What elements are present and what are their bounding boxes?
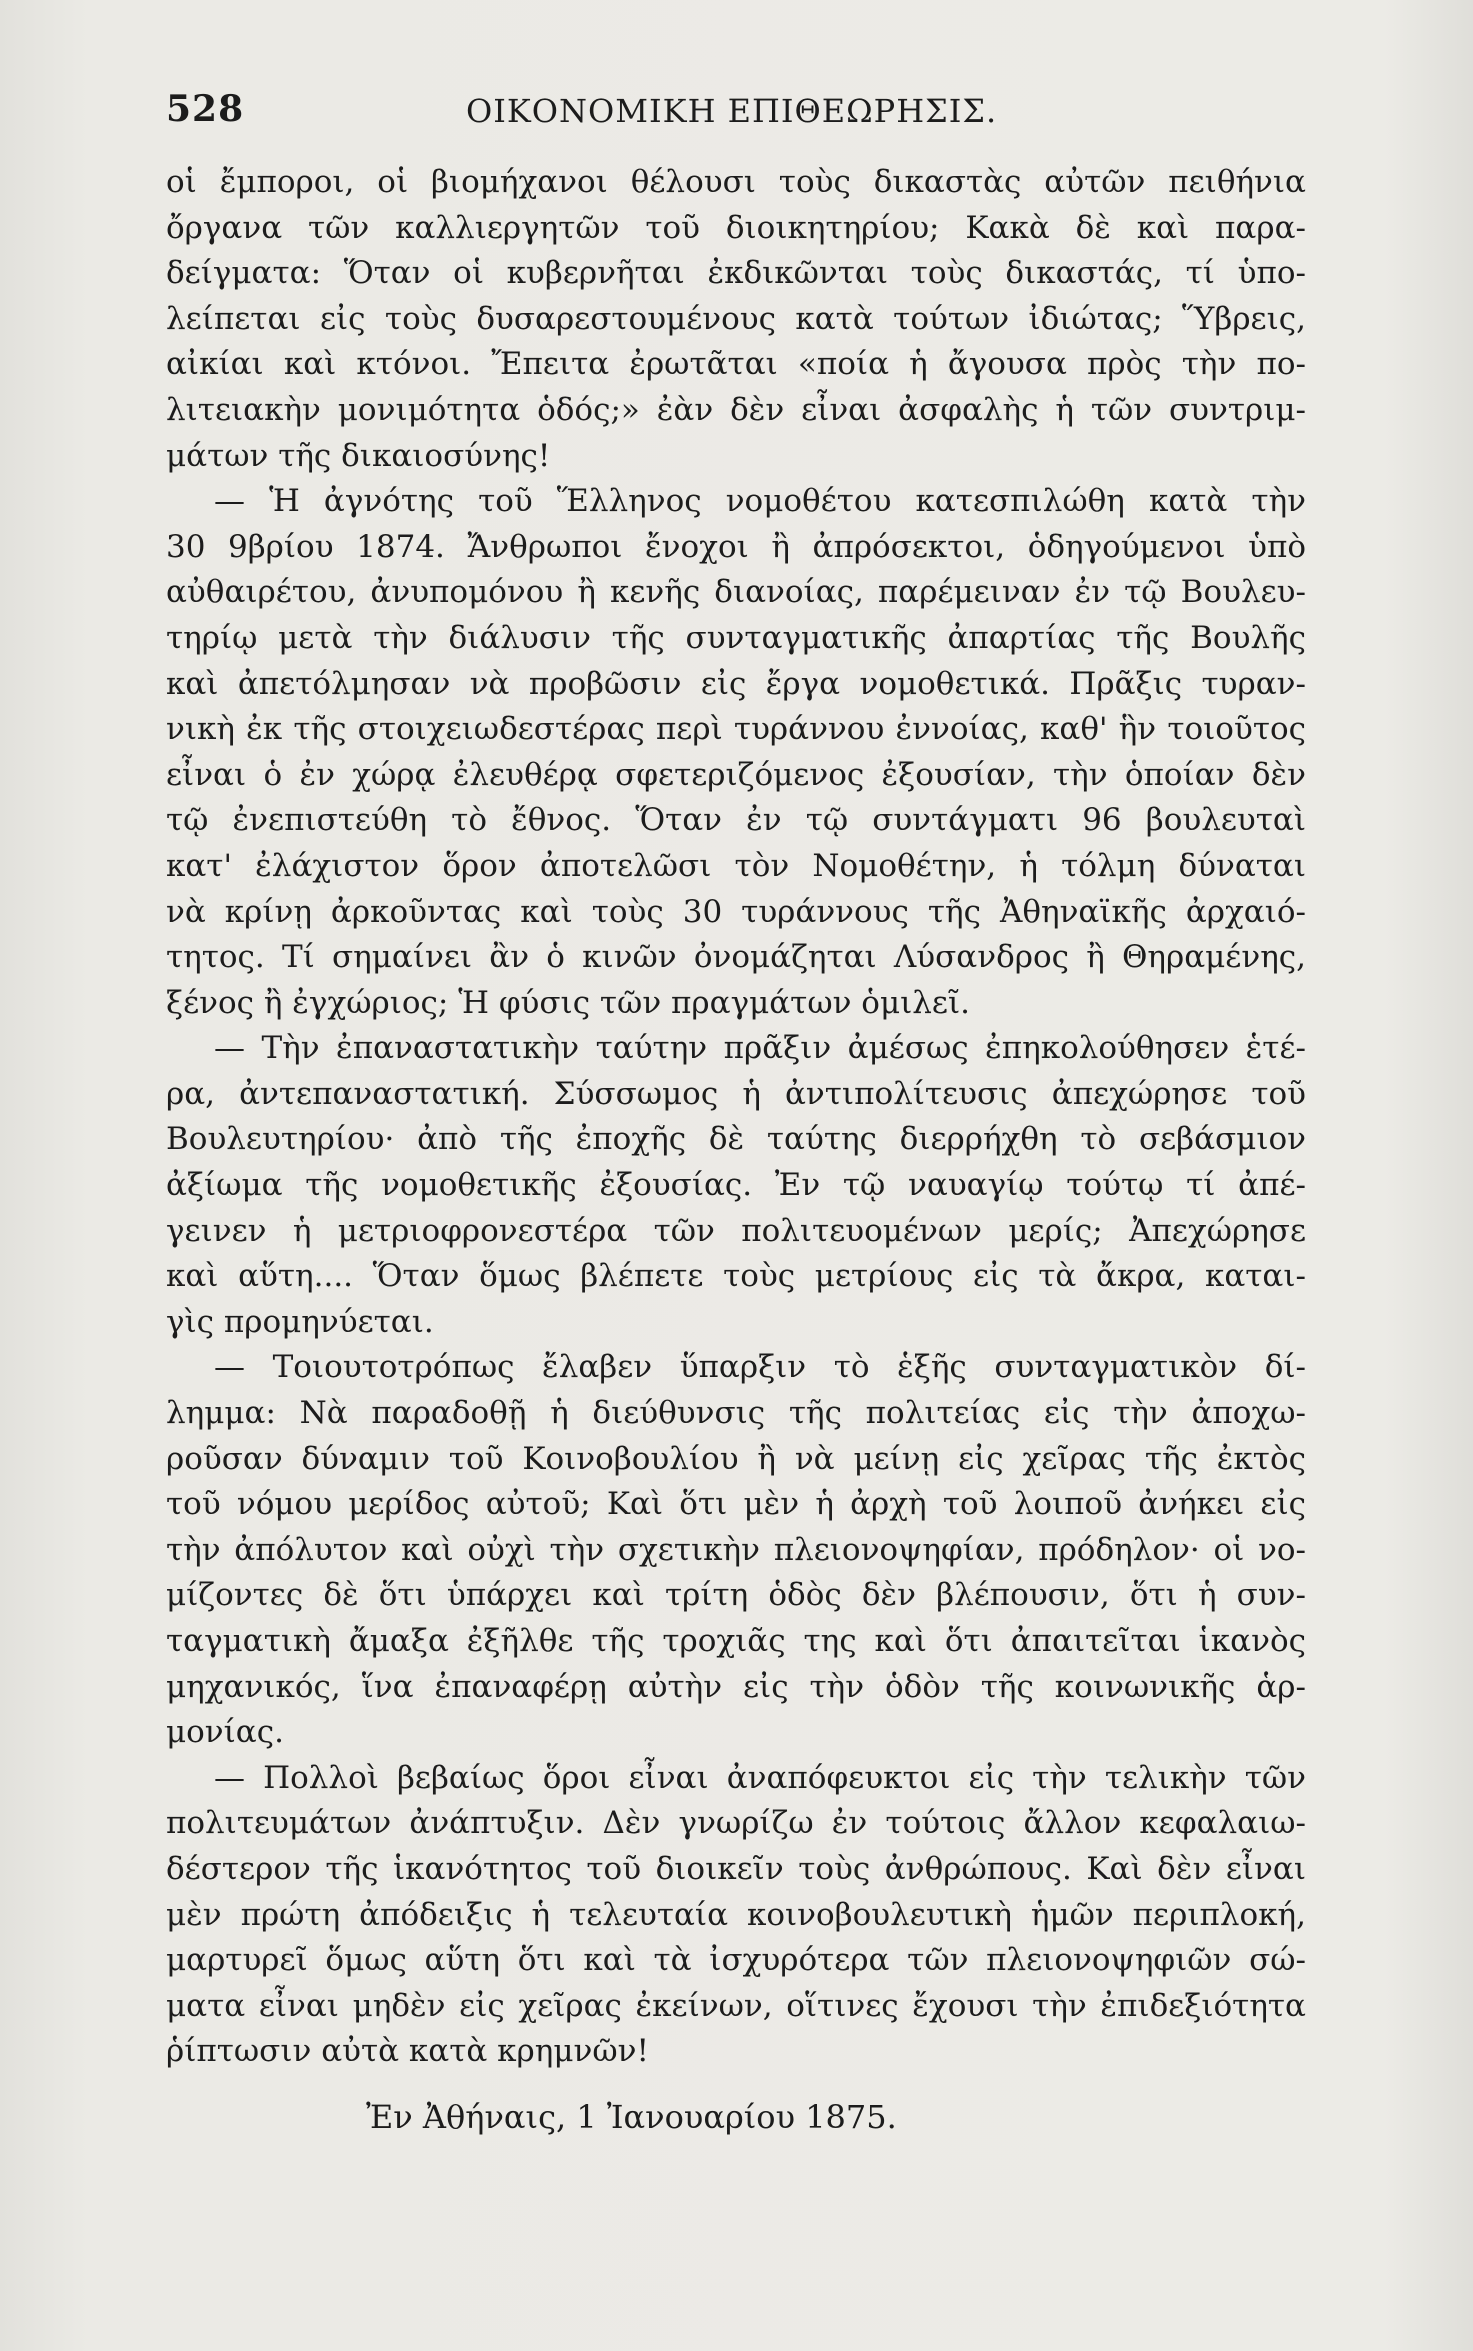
text-line: ὄργανα τῶν καλλιεργητῶν τοῦ διοικητηρίου; Κακὰ δὲ καὶ παρα- bbox=[166, 209, 1306, 246]
paragraph-start: — Ἡ ἀγνότης τοῦ Ἕλληνος νομοθέτου κατεσπιλώθη κατὰ τὴν bbox=[214, 483, 1306, 520]
text-line: ματα εἶναι μηδὲν εἰς χεῖρας ἐκείνων, οἵτινες ἔχουσι τὴν ἐπιδεξιότητα bbox=[166, 1987, 1306, 2024]
text-line: λείπεται εἰς τοὺς δυσαρεστουμένους κατὰ τούτων ἰδιώτας; Ὕβρεις, bbox=[166, 300, 1306, 337]
text-line: τὴν ἀπόλυτον καὶ οὐχὶ τὴν σχετικὴν πλειονοψηφίαν, πρόδηλον· οἱ νο- bbox=[166, 1531, 1306, 1568]
text-line: γεινεν ἡ μετριοφρονεστέρα τῶν πολιτευομένων μερίς; Ἀπεχώρησε bbox=[166, 1212, 1306, 1249]
text-line: ταγματικὴ ἄμαξα ἐξῆλθε τῆς τροχιᾶς της καὶ ὅτι ἀπαιτεῖται ἱκανὸς bbox=[166, 1623, 1306, 1659]
dateline: Ἐν Ἀθήναις, 1 Ἰανουαρίου 1875. bbox=[366, 2097, 897, 2136]
text-line: νικὴ ἐκ τῆς στοιχειωδεστέρας περὶ τυράννου ἐννοίας, καθ' ἣν τοιοῦτος bbox=[166, 711, 1306, 748]
body-text bbox=[166, 160, 1306, 2141]
text-line: δείγματα: Ὅταν οἱ κυβερνῆται ἐκδικῶνται τοὺς δικαστάς, τί ὑπο- bbox=[166, 255, 1306, 292]
text-line: λιτειακὴν μονιμότητα ὁδός;» ἐὰν δὲν εἶναι ἀσφαλὴς ἡ τῶν συντριμ- bbox=[166, 391, 1306, 428]
text-line: ἀξίωμα τῆς νομοθετικῆς ἐξουσίας. Ἐν τῷ ναυαγίῳ τούτῳ τί ἀπέ- bbox=[166, 1167, 1306, 1204]
text-line: εἶναι ὁ ἐν χώρᾳ ἐλευθέρᾳ σφετεριζόμενος ἐξουσίαν, τὴν ὁποίαν δὲν bbox=[166, 756, 1306, 793]
text-line: τῷ ἐνεπιστεύθη τὸ ἔθνος. Ὅταν ἐν τῷ συντάγματι 96 βουλευταὶ bbox=[166, 802, 1306, 839]
text-line: μάτων τῆς δικαιοσύνης! bbox=[166, 437, 551, 474]
text-line: ξένος ἢ ἐγχώριος; Ἡ φύσις τῶν πραγμάτων ὁμιλεῖ. bbox=[166, 984, 970, 1021]
paragraph-start: — Τὴν ἐπαναστατικὴν ταύτην πρᾶξιν ἀμέσως ἐπηκολούθησεν ἑτέ- bbox=[214, 1030, 1306, 1067]
text-line: αὐθαιρέτου, ἀνυπομόνου ἢ κενῆς διανοίας, παρέμειναν ἐν τῷ Βουλευ- bbox=[166, 574, 1306, 611]
text-line: λημμα: Νὰ παραδοθῇ ἡ διεύθυνσις τῆς πολιτείας εἰς τὴν ἀποχω- bbox=[166, 1395, 1306, 1432]
running-title: ΟΙΚΟΝΟΜΙΚΗ ΕΠΙΘΕΩΡΗΣΙΣ. bbox=[466, 92, 998, 130]
text-line: νὰ κρίνῃ ἀρκοῦντας καὶ τοὺς 30 τυράννους τῆς Ἀθηναϊκῆς ἀρχαιό- bbox=[166, 893, 1306, 930]
text-line: ῥίπτωσιν αὐτὰ κατὰ κρημνῶν! bbox=[166, 2033, 649, 2070]
text-line: κατ' ἐλάχιστον ὅρον ἀποτελῶσι τὸν Νομοθέτην, ἡ τόλμη δύναται bbox=[166, 847, 1306, 884]
page-header bbox=[166, 88, 1366, 138]
text-line: τοῦ νόμου μερίδος αὐτοῦ; Καὶ ὅτι μὲν ἡ ἀρχὴ τοῦ λοιποῦ ἀνήκει εἰς bbox=[166, 1486, 1306, 1523]
text-line: ρα, ἀντεπαναστατική. Σύσσωμος ἡ ἀντιπολίτευσις ἀπεχώρησε τοῦ bbox=[166, 1075, 1306, 1112]
text-line: οἱ ἔμποροι, οἱ βιομήχανοι θέλουσι τοὺς δικαστὰς αὐτῶν πειθήνια bbox=[166, 164, 1306, 200]
text-line: ροῦσαν δύναμιν τοῦ Κοινοβουλίου ἢ νὰ μείνῃ εἰς χεῖρας τῆς ἐκτὸς bbox=[166, 1440, 1306, 1477]
text-line: μὲν πρώτη ἀπόδειξις ἡ τελευταία κοινοβουλευτικὴ ἡμῶν περιπλοκή, bbox=[166, 1896, 1306, 1933]
text-line: αἰκίαι καὶ κτόνοι. Ἔπειτα ἐρωτᾶται «ποία ἡ ἄγουσα πρὸς τὴν πο- bbox=[166, 346, 1306, 383]
text-line: μηχανικός, ἵνα ἐπαναφέρῃ αὐτὴν εἰς τὴν ὁδὸν τῆς κοινωνικῆς ἁρ- bbox=[166, 1668, 1306, 1705]
text-line: μονίας. bbox=[166, 1714, 284, 1751]
text-line: πολιτευμάτων ἀνάπτυξιν. Δὲν γνωρίζω ἐν τούτοις ἄλλον κεφαλαιω- bbox=[166, 1805, 1306, 1842]
page-number: 528 bbox=[166, 88, 245, 130]
text-line: καὶ ἀπετόλμησαν νὰ προβῶσιν εἰς ἔργα νομοθετικά. Πρᾶξις τυραν- bbox=[166, 665, 1306, 702]
text-line: γὶς προμηνύεται. bbox=[166, 1303, 434, 1340]
text-line: δέστερον τῆς ἱκανότητος τοῦ διοικεῖν τοὺς ἀνθρώπους. Καὶ δὲν εἶναι bbox=[166, 1850, 1306, 1887]
text-line: καὶ αὕτη.... Ὅταν ὅμως βλέπετε τοὺς μετρίους εἰς τὰ ἄκρα, καται- bbox=[166, 1258, 1306, 1295]
text-line: 30 9βρίου 1874. Ἄνθρωποι ἔνοχοι ἢ ἀπρόσεκτοι, ὁδηγούμενοι ὑπὸ bbox=[166, 528, 1306, 565]
paragraph-start: — Τοιουτοτρόπως ἔλαβεν ὕπαρξιν τὸ ἑξῆς συνταγματικὸν δί- bbox=[214, 1349, 1306, 1386]
text-line: τηρίῳ μετὰ τὴν διάλυσιν τῆς συνταγματικῆς ἀπαρτίας τῆς Βουλῆς bbox=[166, 619, 1306, 656]
text-line: μαρτυρεῖ ὅμως αὕτη ὅτι καὶ τὰ ἰσχυρότερα τῶν πλειονοψηφιῶν σώ- bbox=[166, 1942, 1306, 1979]
paragraph-start: — Πολλοὶ βεβαίως ὅροι εἶναι ἀναπόφευκτοι εἰς τὴν τελικὴν τῶν bbox=[214, 1759, 1306, 1796]
text-line: μίζοντες δὲ ὅτι ὑπάρχει καὶ τρίτη ὁδὸς δὲν βλέπουσιν, ὅτι ἡ συν- bbox=[166, 1577, 1306, 1614]
text-line: Βουλευτηρίου· ἀπὸ τῆς ἐποχῆς δὲ ταύτης διερρήχθη τὸ σεβάσμιον bbox=[166, 1121, 1306, 1158]
text-line: τητος. Τί σημαίνει ἂν ὁ κινῶν ὀνομάζηται Λύσανδρος ἢ Θηραμένης, bbox=[166, 939, 1306, 976]
